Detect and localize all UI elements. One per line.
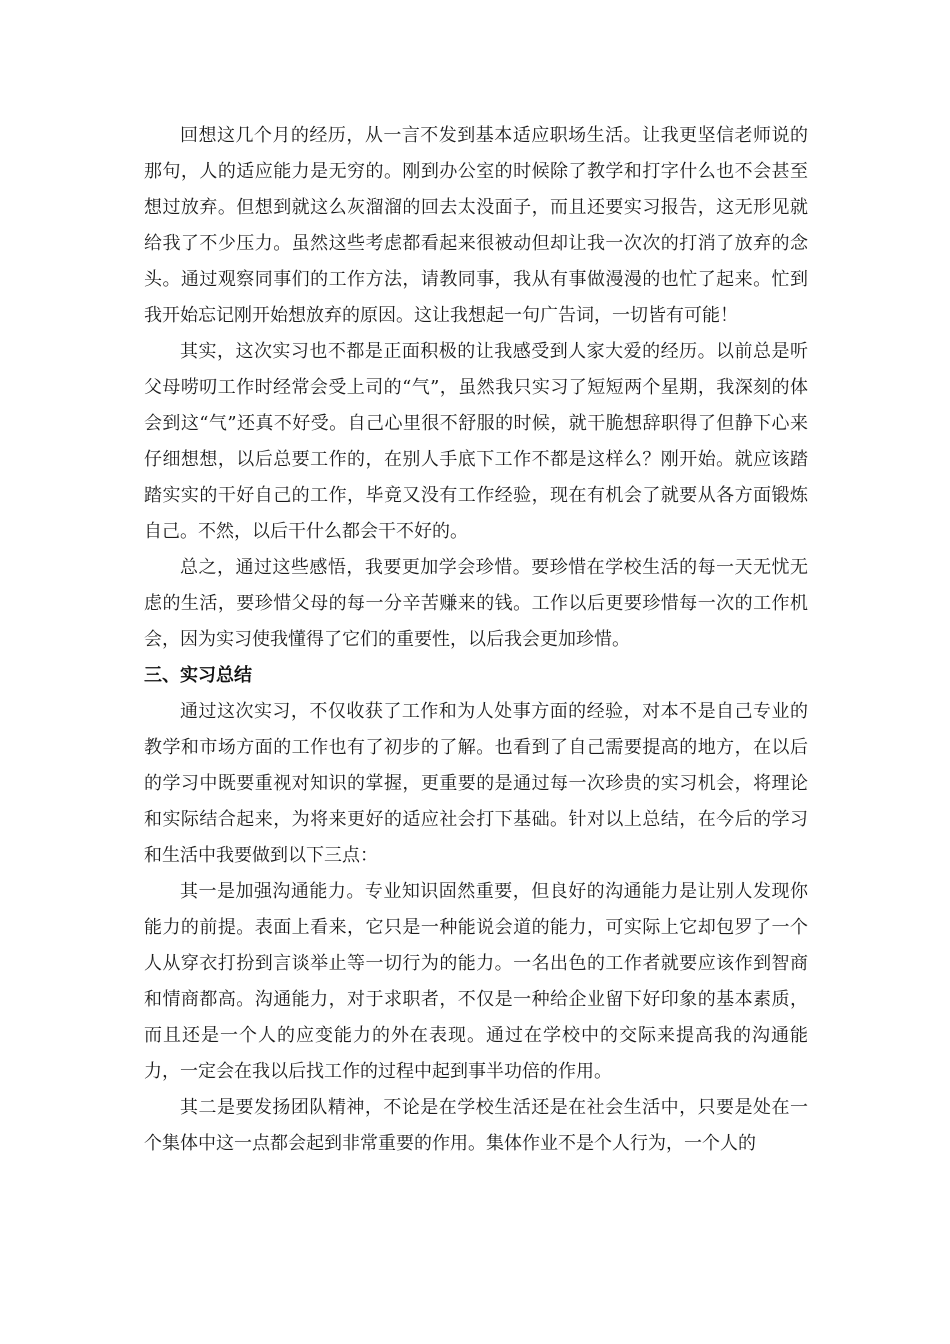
document-body <box>144 118 808 1162</box>
paragraph-criticism: 其实，这次实习也不都是正面积极的让我感受到人家大爱的经历。以前总是听父母唠叨工作时经常会受上司的“气”，虽然我只实习了短短两个星期，我深刻的体会到这“气”还真不好受。自己心里很不舒服的时候，就干脆想辞职得了但静下心来仔细想想，以后总要工作的，在别人手底下工作不都是这样么？刚开始。就应该踏踏实实的干好自己的工作，毕竟又没有工作经验，现在有机会了就要从各方面锻炼自己。不然，以后干什么都会干不好的。 <box>144 341 808 542</box>
paragraph-point-teamwork: 其二是要发扬团队精神，不论是在学校生活还是在社会生活中，只要是处在一个集体中这一点都会起到非常重要的作用。集体作业不是个人行为，一个人的 <box>144 1097 808 1154</box>
section-heading-summary: 三、实习总结 <box>144 665 252 686</box>
paragraph-point-communication: 其一是加强沟通能力。专业知识固然重要，但良好的沟通能力是让别人发现你能力的前提。表面上看来，它只是一种能说会道的能力，可实际上它却包罗了一个人从穿衣打扮到言谈举止等一切行为的能力。一名出色的工作者就要应该作到智商和情商都高。沟通能力，对于求职者，不仅是一种给企业留下好印象的基本素质，而且还是一个人的应变能力的外在表现。通过在学校中的交际来提高我的沟通能力，一定会在我以后找工作的过程中起到事半功倍的作用。 <box>144 881 808 1082</box>
paragraph-cherish: 总之，通过这些感悟，我要更加学会珍惜。要珍惜在学校生活的每一天无忧无虑的生活，要珍惜父母的每一分辛苦赚来的钱。工作以后更要珍惜每一次的工作机会，因为实习使我懂得了它们的重要性，以后我会更加珍惜。 <box>144 557 808 650</box>
paragraph-summary-intro: 通过这次实习，不仅收获了工作和为人处事方面的经验，对本不是自己专业的教学和市场方面的工作也有了初步的了解。也看到了自己需要提高的地方，在以后的学习中既要重视对知识的掌握，更重要的是通过每一次珍贵的实习机会，将理论和实际结合起来，为将来更好的适应社会打下基础。针对以上总结，在今后的学习和生活中我要做到以下三点： <box>144 701 808 866</box>
paragraph-reflection: 回想这几个月的经历，从一言不发到基本适应职场生活。让我更坚信老师说的那句，人的适应能力是无穷的。刚到办公室的时候除了教学和打字什么也不会甚至想过放弃。但想到就这么灰溜溜的回去太没面子，而且还要实习报告，这无形见就给我了不少压力。虽然这些考虑都看起来很被动但却让我一次次的打消了放弃的念头。通过观察同事们的工作方法，请教同事，我从有事做漫漫的也忙了起来。忙到我开始忘记刚开始想放弃的原因。这让我想起一句广告词，一切皆有可能！ <box>144 125 808 326</box>
